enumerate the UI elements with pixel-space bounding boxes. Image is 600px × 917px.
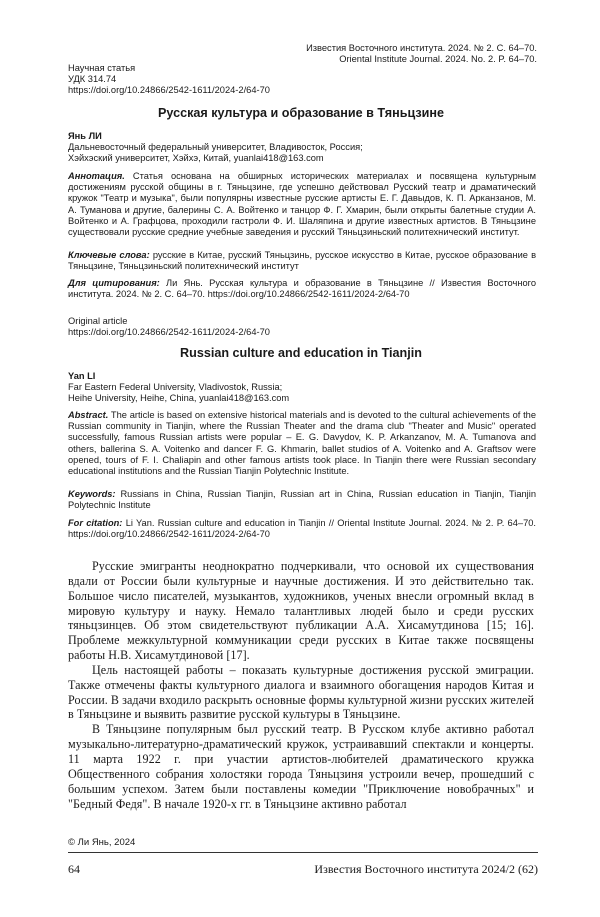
page-number: 64: [68, 862, 80, 876]
ru-article-meta: [68, 63, 270, 96]
en-citation: [68, 518, 536, 540]
ru-article-title: Русская культура и образование в Тяньцзине: [157, 106, 444, 120]
en-keywords-label: Keywords:: [68, 489, 116, 499]
copyright-note: © Ли Янь, 2024: [68, 837, 136, 848]
en-affiliations: [68, 382, 289, 404]
ru-abstract: [68, 171, 536, 238]
body-paragraph: Русские эмигранты неоднократно подчеркивали, что основой их существования вдали от России были культурные и научные достижения. И это действительно так. Большое число писателей, музыкантов, художников, ученых внесли огромный вклад в мировую культуру и науку. Немало талантливых людей было и среди русских тяньцзинцев. Об этом свидетельствуют публикации А.А. Хисамутдинова [15; 16]. Проблеме межкультурной коммуникации среди русских в Китае также посвящены работы Н.В. Хисамутдиновой [17].: [68, 559, 534, 663]
body-paragraph: Цель настоящей работы – показать культурные достижения русской эмиграции. Также отмечены факты культурного диалога и взаимного обогащения народов Китая и России. В задачи входило раскрыть основные формы культурной жизни русских жителей в Тяньцзине и выявить развитие русской культуры в Тяньцзине.: [68, 662, 534, 722]
ru-abstract-label: Аннотация.: [68, 171, 125, 181]
ru-author-name: Янь ЛИ: [68, 131, 102, 141]
ru-citation: [68, 278, 536, 300]
en-abstract-label: Abstract.: [68, 410, 109, 420]
en-affiliation-1: Far Eastern Federal University, Vladivostok, Russia;: [68, 382, 283, 392]
ru-abstract-text: Статья основана на обширных исторических материалах и посвящена культурным достижениям русской общины в г. Тяньцзине, где успешно действовал Русский театр и драматический кружок "Театр и музыка", были популярны известные русские артисты Е. Г. Давыдов, К. П. Арканзанов, М. А. Туманова и другие, балерины С. А. Войтенко и танцор Ф. Г. Хмарин, были открыты балетные студии А. Войтенко и А. Графцова, проходили гастроли Ф. И. Шаляпина и другие известных артистов. В Тяньцзине существовали русские средние учебные заведения и русский Тяньцзиньский политехнический институт.: [68, 171, 536, 238]
en-abstract: [68, 410, 536, 477]
body-paragraph: В Тяньцзине популярным был русский театр. В Русском клубе активно работал музыкально-литературно-драматический кружок, устраивавший спектакли и концерты. 11 марта 1922 г. при участии артистов-любителей драматического кружка Общественного собрания холостяки города Тяньцзиня устроили вечер, прошедший с большим успехом. Затем были поставлены комедии "Приключение новобрачных" и "Бедный Федя". В начале 1920-х гг. в Тяньцзине активно работал: [68, 722, 534, 811]
en-citation-label: For citation:: [68, 518, 123, 528]
en-abstract-text: The article is based on extensive historical materials and is devoted to the cultural achievements of the Russian community in Tianjin, where the Russian Theater and the drama club "Theater and Music" operated successfully, famous Russian artists were popular – E. G. Davydov, K. P. Arkanzanov, M. A. Tumanova and others, ballerina S. A. Voitenko and dancer F. G. Khmarin, ballet studios of A. Voitenko and A. Graftsov were opened, tours of F. I. Chaliapin and other famous artists took place. In Tianjin there were Russian secondary educational institutions and the Russian Tianjin Polytechnic Institute.: [68, 410, 537, 477]
ru-affiliations: [68, 142, 363, 164]
en-keywords-text: Russians in China, Russian Tianjin, Russian art in China, Russian education in Tianjin, Tianjin Polytechnic Institute: [68, 489, 536, 511]
journal-reference-ru: Известия Восточного института. 2024. № 2. С. 64–70.: [306, 43, 537, 53]
journal-reference: [306, 43, 537, 65]
ru-doi-link[interactable]: https://doi.org/10.24866/2542-1611/2024-2/64-70: [68, 85, 270, 95]
ru-affiliation-1: Дальневосточный федеральный университет, Владивосток, Россия;: [68, 142, 363, 152]
ru-udk: УДК 314.74: [68, 74, 117, 84]
footer-divider: [68, 852, 538, 853]
en-article-title: Russian culture and education in Tianjin: [180, 346, 422, 360]
en-affiliation-2: Heihe University, Heihe, China, yuanlai418@163.com: [68, 393, 290, 403]
ru-citation-text: Ли Янь. Русская культура и образование в Тяньцзине // Известия Восточного института. 2024. № 2. С. 64–70. https://doi.org/10.24866/2542-1611/2024-2/64-70: [68, 278, 536, 300]
en-keywords: [68, 489, 536, 511]
en-article-meta: [68, 316, 270, 338]
ru-citation-label: Для цитирования:: [68, 278, 160, 288]
ru-keywords: [68, 250, 536, 272]
ru-keywords-label: Ключевые слова:: [68, 250, 150, 260]
ru-affiliation-2: Хэйхэский университет, Хэйхэ, Китай, yuanlai418@163.com: [68, 153, 324, 163]
en-article-type: Original article: [68, 316, 128, 326]
en-doi-link[interactable]: https://doi.org/10.24866/2542-1611/2024-2/64-70: [68, 327, 270, 337]
ru-keywords-text: русские в Китае, русский Тяньцзинь, русское искусство в Китае, русское образование в Тяньцзине, Тяньцзиньский политехнический институт: [68, 250, 537, 272]
article-body: [68, 559, 534, 811]
footer-journal-issue: Известия Восточного института 2024/2 (62): [314, 862, 538, 876]
en-author-name: Yan LI: [68, 371, 96, 381]
en-citation-text: Li Yan. Russian culture and education in Tianjin // Oriental Institute Journal. 2024. № 2. P. 64–70. https://doi.org/10.24866/2542-1611/2024-2/64-70: [68, 518, 536, 540]
journal-reference-en: Oriental Institute Journal. 2024. No. 2. P. 64–70.: [339, 54, 537, 64]
ru-article-type: Научная статья: [68, 63, 136, 73]
